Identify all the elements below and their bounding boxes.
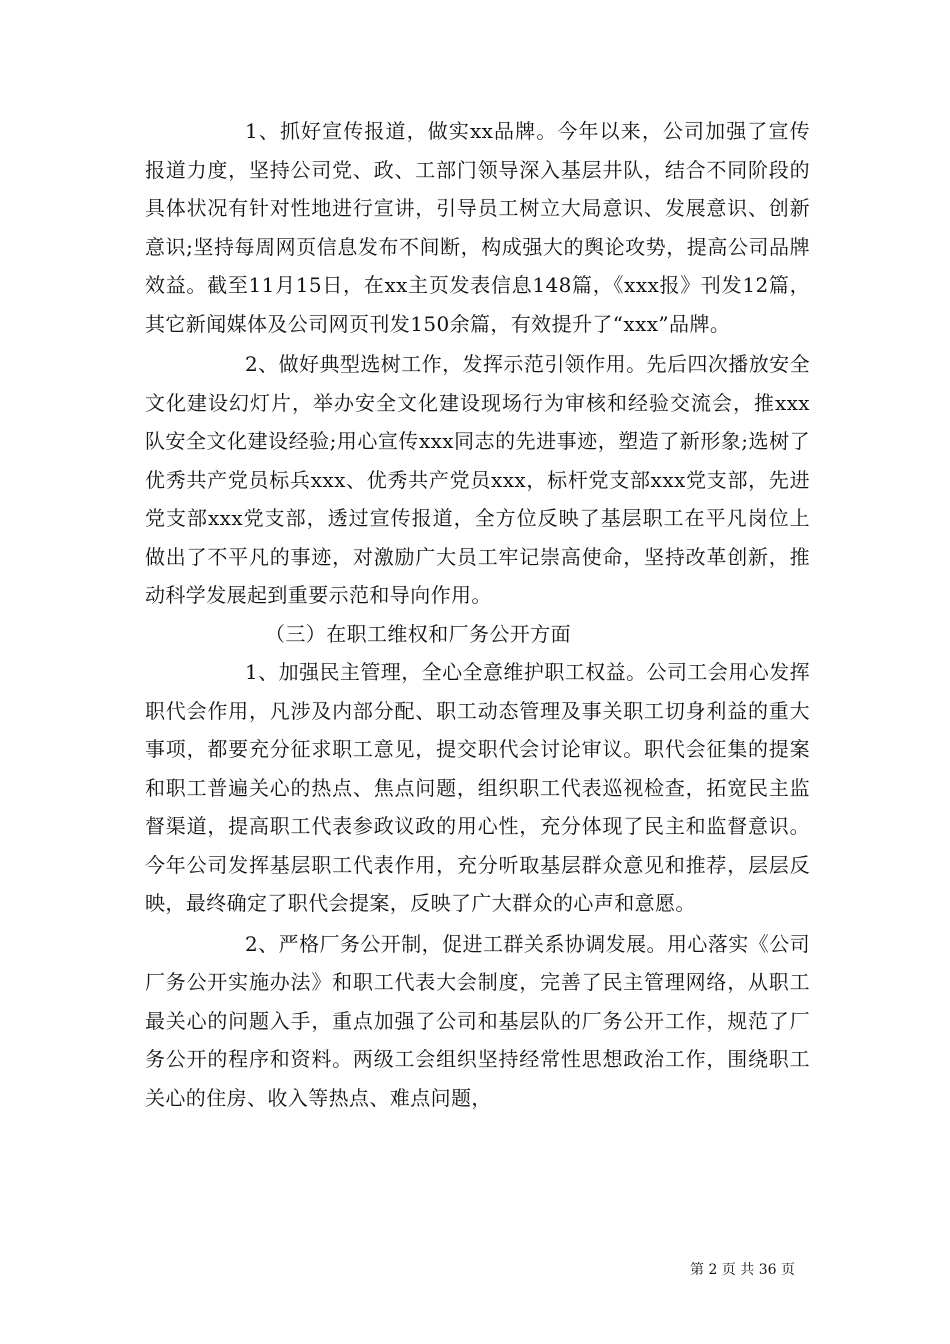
- paragraph-democratic-management: 1、加强民主管理，全心全意维护职工权益。公司工会用心发挥职代会作用，凡涉及内部分配、职工动态管理及事关职工切身利益的重大事项，都要充分征求职工意见，提交职代会讨论审议。职代会征集的提案和职工普遍关心的热点、焦点问题，组织职工代表巡视检查，拓宽民主监督渠道，提高职工代表参政议政的用心性，充分体现了民主和监督意识。今年公司发挥基层职工代表作用，充分听取基层群众意见和推荐，层层反映，最终确定了职代会提案，反映了广大群众的心声和意愿。: [145, 660, 810, 915]
- paragraph-factory-affairs-openness: 2、严格厂务公开制，促进工群关系协调发展。用心落实《公司厂务公开实施办法》和职工代表大会制度，完善了民主管理网络，从职工最关心的问题入手，重点加强了公司和基层队的厂务公开工作，规范了厂务公开的程序和资料。两级工会组织坚持经常性思想政治工作，围绕职工关心的住房、收入等热点、难点问题，: [145, 931, 810, 1110]
- section-heading-worker-rights: （三）在职工维权和厂务公开方面: [265, 621, 571, 646]
- paragraph-publicity-reporting: 1、抓好宣传报道，做实xx品牌。今年以来，公司加强了宣传报道力度，坚持公司党、政、工部门领导深入基层井队，结合不同阶段的具体状况有针对性地进行宣讲，引导员工树立大局意识、发展意识、创新意识;坚持每周网页信息发布不间断，构成强大的舆论攻势，提高公司品牌效益。截至11月15日，在xx主页发表信息148篇，《xxx报》刊发12篇，其它新闻媒体及公司网页刊发150余篇，有效提升了“xxx”品牌。: [145, 119, 810, 336]
- paragraph-model-selection: 2、做好典型选树工作，发挥示范引领作用。先后四次播放安全文化建设幻灯片，举办安全文化建设现场行为审核和经验交流会，推xxx队安全文化建设经验;用心宣传xxx同志的先进事迹，塑造了新形象;选树了优秀共产党员标兵xxx、优秀共产党员xxx，标杆党支部xxx党支部，先进党支部xxx党支部，透过宣传报道，全方位反映了基层职工在平凡岗位上做出了不平凡的事迹，对激励广大员工牢记崇高使命，坚持改革创新，推动科学发展起到重要示范和导向作用。: [145, 352, 810, 607]
- document-body: [145, 112, 810, 1117]
- page-number: 第 2 页 共 36 页: [690, 1262, 795, 1278]
